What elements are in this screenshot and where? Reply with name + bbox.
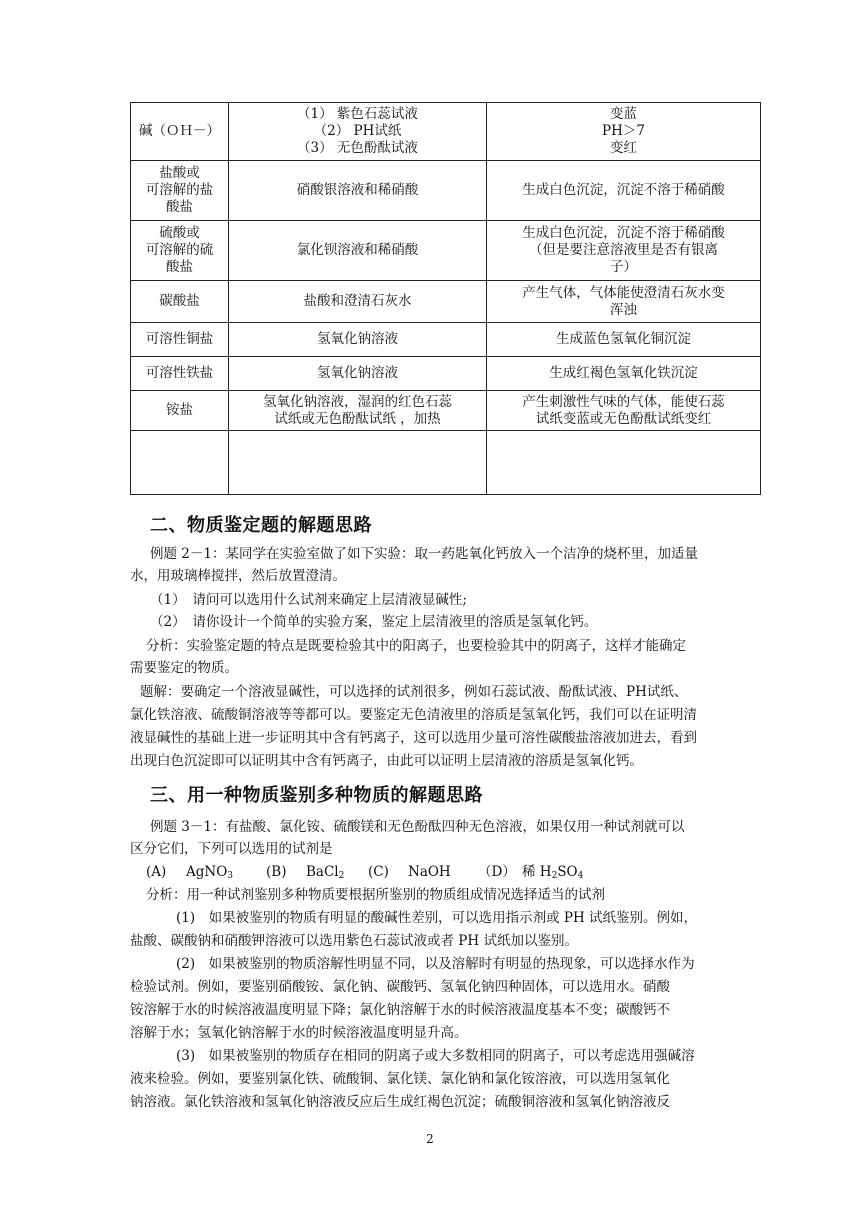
option-d-label: （D） <box>478 864 516 880</box>
analysis-line: 需要鉴定的物质。 <box>130 660 238 676</box>
table-row <box>131 103 761 161</box>
ion-cell: 可溶性铁盐 <box>131 357 229 391</box>
phenomenon-cell: 产生气体，气体能使澄清石灰水变 浑浊 <box>487 281 761 323</box>
question-1: （1） 请问可以选用什么试剂来确定上层清液显碱性; <box>150 592 467 608</box>
reagent-cell: 氢氧化钠溶液 <box>229 357 487 391</box>
phenomenon-cell: 生成红褐色氢氧化铁沉淀 <box>487 357 761 391</box>
empty-cell <box>131 431 229 495</box>
paragraph-1-line: 盐酸、碳酸钠和硝酸钾溶液可以选用紫色石蕊试液或者 PH 试纸加以鉴别。 <box>130 933 578 949</box>
table-row <box>131 281 761 323</box>
phenomenon-cell: 生成白色沉淀，沉淀不溶于稀硝酸 （但是要注意溶液里是否有银离 子） <box>487 221 761 281</box>
reagent-cell: 氯化钡溶液和稀硝酸 <box>229 221 487 281</box>
paragraph-2-line: (2) 如果被鉴别的物质溶解性明显不同，以及溶解时有明显的热现象，可以选择水作为 <box>176 956 695 972</box>
phenomenon-cell: 生成白色沉淀，沉淀不溶于稀硝酸 <box>487 161 761 221</box>
table-row <box>131 391 761 431</box>
table-row <box>131 161 761 221</box>
paragraph-2-line: 铵溶解于水的时候溶液温度明显下降；氯化钠溶解于水的时候溶液温度基本不变；碳酸钙不 <box>130 1002 670 1018</box>
ion-cell: 碳酸盐 <box>131 281 229 323</box>
ion-cell: 可溶性铜盐 <box>131 323 229 357</box>
ion-cell: 铵盐 <box>131 391 229 431</box>
phenomenon-cell: 变蓝 PH＞7 变红 <box>487 103 761 161</box>
table-row <box>131 323 761 357</box>
option-b: BaCl$_2$ <box>306 864 345 881</box>
ion-cell: 碱（ＯＨ－） <box>131 103 229 161</box>
solution-line: 题解：要确定一个溶液显碱性，可以选择的试剂很多，例如石蕊试液、酚酞试液、PH试纸、 <box>140 684 688 700</box>
option-d: 稀 $H_2SO_4$ <box>522 864 584 881</box>
solution-line: 液显碱性的基础上进一步证明其中含有钙离子，这可以选用少量可溶性碳酸盐溶液加进去，看到 <box>130 730 697 746</box>
question-2: （2） 请你设计一个简单的实验方案，鉴定上层清液里的溶质是氢氧化钙。 <box>150 614 598 630</box>
option-c-label: (C) <box>368 864 389 880</box>
table-row-empty <box>131 431 761 495</box>
paragraph-2-line: 溶解于水；氢氧化钠溶解于水的时候溶液温度明显升高。 <box>130 1025 468 1041</box>
option-a: AgNO$_3$ <box>186 864 234 881</box>
reagent-cell: 氢氧化钠溶液，湿润的红色石蕊 试纸或无色酚酞试纸 ，加热 <box>229 391 487 431</box>
option-b-label: (B) <box>266 864 287 880</box>
page-number: 2 <box>426 1132 434 1146</box>
empty-cell <box>229 431 487 495</box>
example-line: 例题 2－1：某同学在实验室做了如下实验：取一药匙氧化钙放入一个洁净的烧杯里，加适量 <box>150 546 698 562</box>
option-a-label: (A) <box>146 864 167 880</box>
reagent-cell: 盐酸和澄清石灰水 <box>229 281 487 323</box>
paragraph-3-line: 钠溶液。氯化铁溶液和氢氧化钠溶液反应后生成红褐色沉淀；硫酸铜溶液和氢氧化钠溶液反 <box>130 1094 670 1110</box>
example-line: 区分它们，下列可以选用的试剂是 <box>130 841 333 857</box>
reagent-cell: （1） 紫色石蕊试液 （2） PH试纸 （3） 无色酚酞试液 <box>229 103 487 161</box>
table-row <box>131 357 761 391</box>
paragraph-1-line: (1) 如果被鉴别的物质有明显的酸碱性差别，可以选用指示剂或 PH 试纸鉴别。例如， <box>176 910 698 926</box>
section-heading: 三、用一种物质鉴别多种物质的解题思路 <box>150 785 483 806</box>
table-row <box>131 221 761 281</box>
option-c: NaOH <box>408 864 451 880</box>
example-line: 例题 3－1：有盐酸、氯化铵、硫酸镁和无色酚酞四种无色溶液，如果仅用一种试剂就可以 <box>150 819 685 835</box>
solution-line: 出现白色沉淀即可以证明其中含有钙离子，由此可以证明上层清液的溶质是氢氧化钙。 <box>130 753 643 769</box>
phenomenon-cell: 产生刺激性气味的气体，能使石蕊 试纸变蓝或无色酚酞试纸变红 <box>487 391 761 431</box>
ion-cell: 盐酸或 可溶解的盐 酸盐 <box>131 161 229 221</box>
phenomenon-cell: 生成蓝色氢氧化铜沉淀 <box>487 323 761 357</box>
solution-line: 氯化铁溶液、硫酸铜溶液等等都可以。要鉴定无色清液里的溶质是氢氧化钙，我们可以在证明清 <box>130 707 697 723</box>
example-line: 水，用玻璃棒搅拌，然后放置澄清。 <box>130 568 346 584</box>
reagent-cell: 硝酸银溶液和稀硝酸 <box>229 161 487 221</box>
ion-cell: 硫酸或 可溶解的硫 酸盐 <box>131 221 229 281</box>
analysis-line: 分析：用一种试剂鉴别多种物质要根据所鉴别的物质组成情况选择适当的试剂 <box>146 887 605 903</box>
paragraph-3-line: (3) 如果被鉴别的物质存在相同的阴离子或大多数相同的阴离子，可以考虑选用强碱溶 <box>176 1048 695 1064</box>
section-heading: 二、物质鉴定题的解题思路 <box>150 515 372 536</box>
ion-test-table <box>130 102 761 495</box>
reagent-cell: 氢氧化钠溶液 <box>229 323 487 357</box>
answer-options <box>146 861 583 883</box>
paragraph-2-line: 检验试剂。例如，要鉴别硝酸铵、氯化钠、碳酸钙、氢氧化钠四种固体，可以选用水。硝酸 <box>130 979 670 995</box>
analysis-line: 分析：实验鉴定题的特点是既要检验其中的阳离子，也要检验其中的阴离子，这样才能确定 <box>146 638 686 654</box>
empty-cell <box>487 431 761 495</box>
paragraph-3-line: 液来检验。例如，要鉴别氯化铁、硫酸铜、氯化镁、氯化钠和氯化铵溶液，可以选用氢氧化 <box>130 1071 670 1087</box>
